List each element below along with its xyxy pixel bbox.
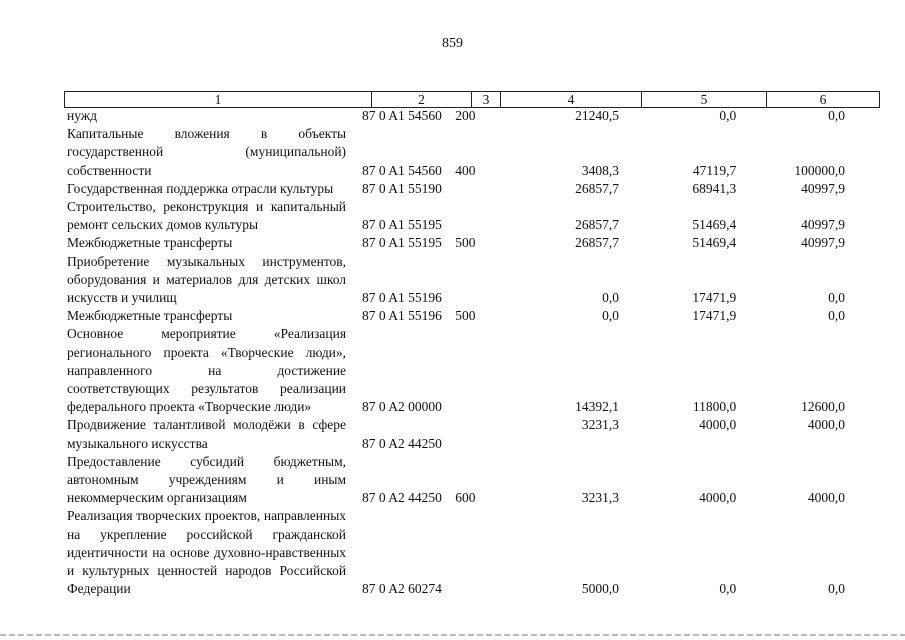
row-type: 400 [455,162,476,178]
column-header-4: 4 [501,92,642,108]
table-row [64,453,851,508]
row-value-col5: 17471,9 [692,290,737,306]
row-code: 87 0 A1 54560 [362,162,442,178]
table-row [64,180,851,198]
row-value-col4: 26857,7 [575,180,619,196]
table-row [64,198,851,234]
scan-edge-artifact [0,634,905,636]
row-value-col6: 0,0 [828,290,845,306]
row-value-col5: 0,0 [719,108,737,123]
row-code: 87 0 A1 55196 [362,308,442,324]
row-value-col5: 51469,4 [692,235,737,251]
row-code: 87 0 A2 00000 [362,399,442,415]
row-name: нужд [67,108,97,123]
row-code: 87 0 A2 44250 [362,490,442,506]
row-type: 200 [455,108,476,123]
row-value-col5: 4000,0 [699,417,737,433]
row-code: 87 0 A2 44250 [362,435,442,451]
column-header-table [64,91,880,108]
row-type: 500 [455,235,476,251]
row-value-col5: 11800,0 [692,399,737,415]
column-header-2: 2 [372,92,472,108]
row-name: Строительство, реконструкция и капитальный ремонт сельских домов культуры [67,199,347,233]
row-value-col4: 3408,3 [581,162,619,178]
table-row [64,125,851,180]
row-type: 500 [455,308,476,324]
table-row [64,307,851,325]
row-value-col4: 21240,5 [575,108,619,123]
row-code: 87 0 A1 54560 [362,108,442,123]
budget-table-body [64,107,851,598]
row-value-col4: 3231,3 [581,417,619,433]
column-header-1: 1 [65,92,372,108]
row-name: Капитальные вложения в объекты государственной (муниципальной) собственности [67,126,347,178]
row-value-col6: 12600,0 [801,399,845,415]
column-header-row [65,92,880,108]
row-name: Межбюджетные трансферты [67,235,233,251]
row-name: Основное мероприятие «Реализация регионального проекта «Творческие люди», направленного на достижение соответствующих результатов реализации федерального проекта «Творческие люди» [67,326,347,415]
row-code: 87 0 A1 55190 [362,180,442,196]
table-row [64,325,851,416]
column-header-5: 5 [642,92,767,108]
row-value-col4: 26857,7 [575,235,619,251]
row-name: Продвижение талантливой молодёжи в сфере музыкального искусства [67,417,347,451]
row-name: Приобретение музыкальных инструментов, оборудования и материалов для детских школ искусств и училищ [67,253,347,306]
row-code: 87 0 A1 55195 [362,235,442,251]
column-header-6: 6 [767,92,880,108]
row-value-col4: 5000,0 [581,581,619,597]
table-row [64,234,851,252]
row-code: 87 0 A1 55195 [362,217,442,233]
row-value-col6: 4000,0 [807,417,845,433]
table-row [64,507,851,598]
row-value-col5: 0,0 [719,581,737,597]
row-code: 87 0 A1 55196 [362,290,442,306]
row-value-col6: 100000,0 [794,162,845,178]
row-value-col6: 4000,0 [807,490,845,506]
row-value-col5: 68941,3 [692,180,737,196]
row-value-col6: 0,0 [828,308,845,324]
table-row [64,253,851,308]
row-value-col6: 40997,9 [801,217,845,233]
row-value-col4: 26857,7 [575,217,619,233]
row-value-col4: 0,0 [602,290,619,306]
row-value-col4: 0,0 [602,308,619,324]
row-value-col6: 40997,9 [801,180,845,196]
row-code: 87 0 A2 60274 [362,581,442,597]
row-value-col5: 17471,9 [692,308,737,324]
row-value-col6: 40997,9 [801,235,845,251]
row-name: Предоставление субсидий бюджетным, автономным учреждениям и иным некоммерческим организациям [67,453,347,506]
row-name: Государственная поддержка отрасли культуры [67,180,334,196]
row-value-col5: 47119,7 [692,162,737,178]
row-name: Межбюджетные трансферты [67,308,233,324]
row-value-col4: 3231,3 [581,490,619,506]
row-value-col6: 0,0 [828,108,845,123]
table-row [64,416,851,452]
row-value-col5: 4000,0 [699,490,737,506]
page-number: 859 [442,36,463,51]
table-row [64,107,851,125]
row-type: 600 [455,490,476,506]
column-header-3: 3 [472,92,501,108]
row-value-col6: 0,0 [828,581,845,597]
row-name: Реализация творческих проектов, направленных на укрепление российской гражданской идентичности на основе духовно-нравственных и культурных ценностей народов Российской Федерации [67,508,347,597]
row-value-col5: 51469,4 [692,217,737,233]
row-value-col4: 14392,1 [575,399,619,415]
